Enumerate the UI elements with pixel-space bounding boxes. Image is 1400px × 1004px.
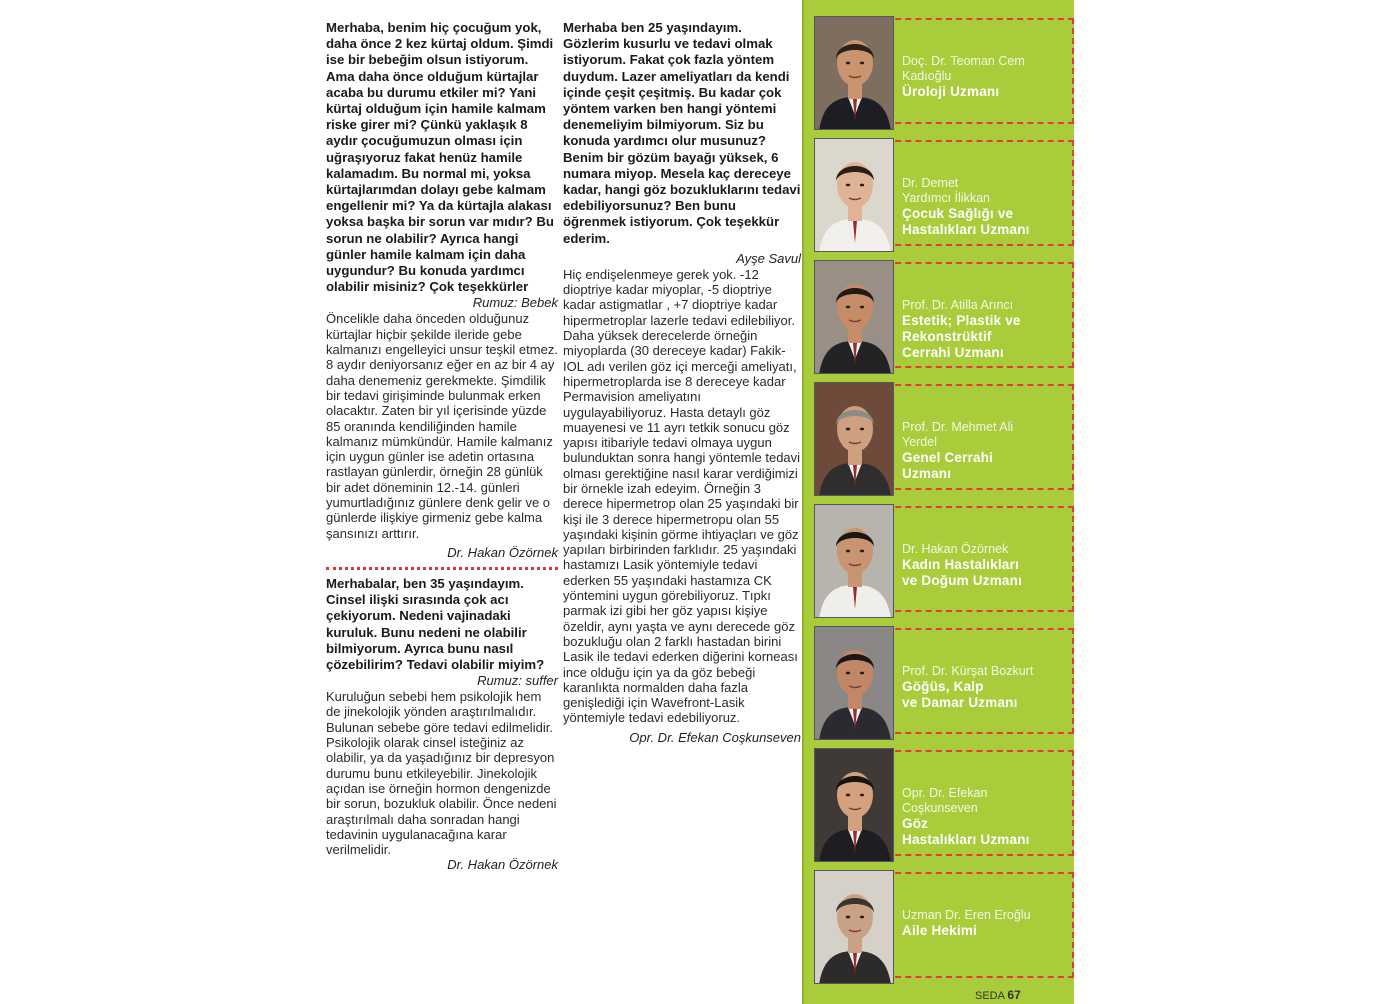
expert-photo [814,504,894,618]
expert-name: Prof. Dr. Mehmet Ali Yerdel [902,420,1014,449]
question-alias: Rumuz: suffer [477,673,558,689]
page-footer [975,988,1021,1002]
expert-specialty: Göz Hastalıkları Uzmanı [902,816,1030,847]
expert-info [902,542,1070,589]
expert-photo [814,870,894,984]
expert-card [814,138,1072,256]
expert-info [902,420,1070,482]
qa-column-middle [563,20,801,746]
answer-signature: Dr. Hakan Özörnek [447,857,558,873]
expert-card [814,870,1072,988]
expert-photo [814,382,894,496]
expert-photo [814,748,894,862]
expert-card [814,382,1072,500]
expert-name: Dr. Demet Yardımcı İlikkan [902,176,990,205]
expert-photo [814,626,894,740]
question-text: Merhaba, benim hiç çocuğum yok, daha önce 2 kez kürtaj oldum. Şimdi ise bir bebeğim olsun istiyorum. Ama daha önce olduğum kürtajlar acaba bu durumu etkiler mi? Yani kürtaj olduğum için hamile kalmam riske girer mi? Çünkü yaklaşık 8 aydır çocuğumuzun olması için uğraşıyoruz fakat henüz hamile kalamadım. Bu normal mi, yoksa kürtajlarımdan dolayı gebe kalmam engellenir mi? Ya da kürtajla alakası yoksa başka bir sorun var mıdır? Bu sorun ne olabilir? Ayrıca hangi günler hamile kalmam için daha uygundur? Bu konuda yardımcı olabilir misiniz? Çok teşekkürler [326,20,554,295]
magazine-name: SEDA [975,990,1005,1002]
question-alias: Rumuz: Bebek [472,295,558,311]
page-number: 67 [1007,988,1021,1002]
section-divider [326,567,558,570]
answer-signature: Opr. Dr. Efekan Coşkunseven [629,729,801,745]
answer-text: Kuruluğun sebebi hem psikolojik hem de jinekolojik yönden araştırılmalıdır. Bulunan sebebe göre tedavi edilmelidir. Psikolojik olarak cinsel isteğiniz az olabilir, ya da yaşadığınız bir depresyon durumu bunu etkileyebilir. Jinekolojik açıdan ise örneğin hormon dengenizde bir sorun, bozukluk olabilir. Önce nedeni araştırılmalı daha sonradan hangi tedavinin uygulanacağına karar verilmelidir. [326,689,557,858]
question-text: Merhaba ben 25 yaşındayım. Gözlerim kusurlu ve tedavi olmak istiyorum. Fakat çok fazla yöntem duydum. Lazer ameliyatları da kendi içinde çeşit çeşitmiş. Bu kadar çok yöntem varken ben hangi yöntemi denemeliyim bilmiyorum. Siz bu konuda yardımcı olur musunuz? Benim bir gözüm bayağı yüksek, 6 numara miyop. Mesela kaç dereceye kadar, hangi göz bozukluklarını tedavi edebiliyorsunuz? Ben bunu öğrenmek istiyorum. Çok teşekkür ederim. [563,20,801,246]
expert-photo [814,16,894,130]
expert-info [902,54,1070,100]
expert-info [902,786,1070,848]
expert-info [902,176,1070,238]
expert-info [902,664,1070,711]
expert-specialty: Kadın Hastalıkları ve Doğum Uzmanı [902,557,1023,588]
expert-card [814,626,1072,744]
answer-signature: Dr. Hakan Özörnek [447,544,558,560]
expert-specialty: Genel Cerrahi Uzmanı [902,450,994,481]
expert-name: Prof. Dr. Kürşat Bozkurt [902,664,1034,678]
expert-card [814,16,1072,134]
question-text: Merhabalar, ben 35 yaşındayım. Cinsel ilişki sırasında çok acı çekiyorum. Nedeni vajinadaki kuruluk. Bunu nedeni ne olabilir bilmiyorum. Ayrıca bunu nasıl çözebilirim? Tedavi olabilir miyim? [326,575,545,672]
expert-name: Opr. Dr. Efekan Coşkunseven [902,786,988,815]
expert-name: Prof. Dr. Atilla Arıncı [902,298,1014,312]
expert-card [814,260,1072,378]
expert-specialty: Aile Hekimi [902,923,977,938]
expert-specialty: Çocuk Sağlığı ve Hastalıkları Uzmanı [902,206,1030,237]
expert-name: Doç. Dr. Teoman Cem Kadıoğlu [902,54,1025,83]
expert-name: Uzman Dr. Eren Eroğlu [902,908,1031,922]
expert-photo [814,138,894,252]
expert-name: Dr. Hakan Özörnek [902,542,1009,556]
expert-card [814,504,1072,622]
expert-info [902,908,1070,939]
qa-column-left [326,20,558,873]
expert-specialty: Göğüs, Kalp ve Damar Uzmanı [902,679,1018,710]
expert-specialty: Üroloji Uzmanı [902,84,1000,99]
answer-text: Öncelikle daha önceden olduğunuz kürtajlar hiçbir şekilde ileride gebe kalmanızı engelleyici unsur teşkil etmez. 8 aydır deniyorsanız eğer en az bir 4 ay daha denemeniz gerekmekte. Şimdilik bir tedavi girişiminde bulunmak erken olacaktır. Zaten bir yıl içerisinde yüzde 85 oranında kendiliğinden hamile kalmanız mümkündür. Hamile kalmanız için uygun günler ise adetin ortasına rastlayan günlerdir, örneğin 28 günlük bir adet döneminin 12.-14. günleri yumurtladığınız günlere denk gelir ve o günlerde ilişkiye girmeniz gebe kalma şansınızı arttırır. [326,311,558,541]
answer-text: Hiç endişelenmeye gerek yok. -12 dioptriye kadar miyoplar, -5 dioptriye kadar astigmatlar , +7 dioptriye kadar hipermetroplar lazerle tedavi edilebiliyor. Daha yüksek derecelerde örneğin miyoplarda (30 dereceye kadar) Fakik-IOL adı verilen göz içi merceği ameliyatı, hipermetroplarda ise 8 dereceye kadar Permavision ameliyatını uygulayabiliyoruz. Hasta detaylı göz muayenesi ve 11 ayrı tetkik sonucu göz yapısı itibariyle tedavi olmaya uygun bulunduktan sonra hangi yöntemle tedavi olması gerektiğine nasıl karar verdiğimizi bir örnekle izah edeyim. Örneğin 3 derece hipermetrop olan 25 yaşındaki bir kişi ile 3 derece hipermetropu olan 55 yaşındaki kişinin görme ihtiyaçları ve göz yapıları birbirinden farklıdır. 25 yaşındaki hastamızı Lasik yöntemiyle tedavi ederken 55 yaşındaki hastamıza CK yöntemini uygun görebiliyoruz. Tıpkı parmak izi gibi her göz yapısı kişiye özeldir, aynı yaşta ve aynı derecede göz bozukluğu olan 2 farklı hastadan birini Lasik ile tedavi ederken diğerini korneası ince olduğu için ya da göz bebeği karanlıkta normalden daha fazla genişlediği için Wavefront-Lasik yöntemiyle tedavi edebiliyoruz. [563,266,801,726]
expert-card [814,748,1072,866]
expert-specialty: Estetik; Plastik ve Rekonstrüktif Cerrahi Uzmanı [902,313,1021,360]
expert-info [902,298,1070,361]
expert-photo [814,260,894,374]
sidebar-edge [802,0,804,1004]
question-signature: Ayşe Savul [736,250,801,266]
